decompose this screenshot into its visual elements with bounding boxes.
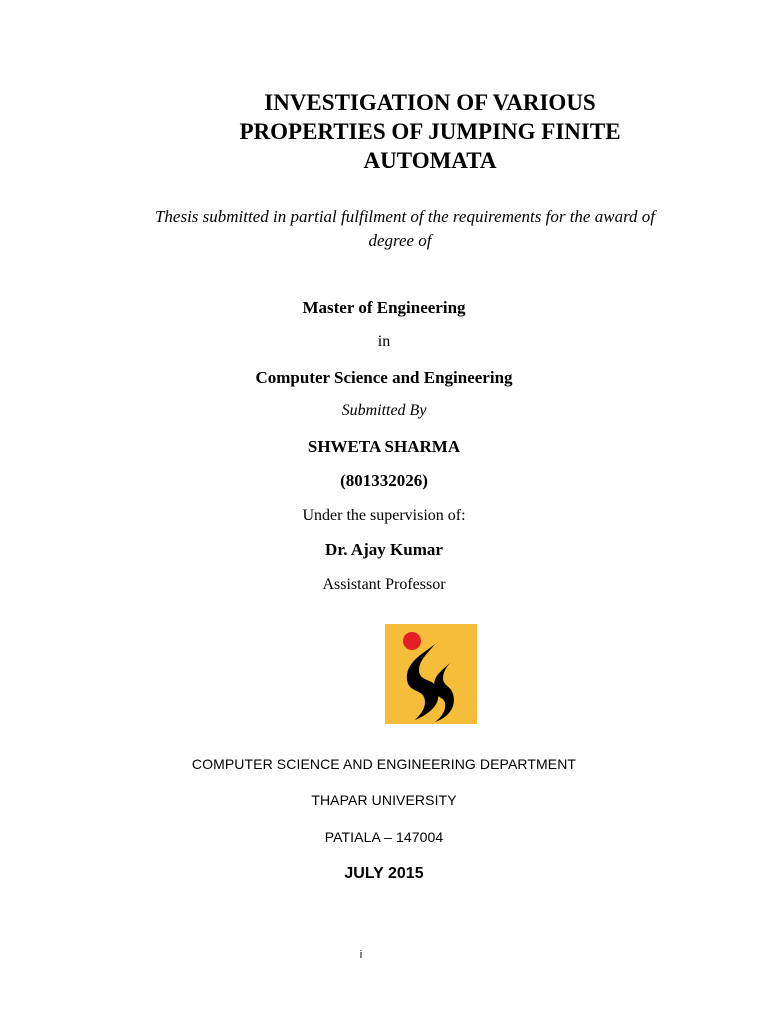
thesis-subtitle-line-2: degree of — [368, 231, 432, 250]
thesis-subtitle-line-1: Thesis submitted in partial fulfilment of the requirements for the award of — [154, 207, 656, 226]
thesis-title-line-1: INVESTIGATION OF VARIOUS — [264, 90, 596, 115]
university-location: PATIALA – 147004 — [324, 829, 444, 845]
thesis-subtitle — [120, 205, 690, 253]
thesis-title-line-3: AUTOMATA — [363, 148, 497, 173]
submission-date: JULY 2015 — [344, 865, 424, 882]
university-name: THAPAR UNIVERSITY — [311, 792, 457, 808]
author-name: SHWETA SHARMA — [307, 437, 461, 456]
page-number: i — [359, 949, 363, 961]
supervision-label: Under the supervision of: — [302, 507, 466, 524]
supervisor-title: Assistant Professor — [322, 576, 446, 593]
thapar-university-logo-icon — [385, 624, 477, 724]
thesis-title — [180, 88, 680, 175]
roll-number: (801332026) — [340, 471, 428, 490]
degree-name: Master of Engineering — [302, 298, 466, 317]
field-of-study: Computer Science and Engineering — [255, 368, 513, 387]
in-text: in — [377, 333, 391, 350]
department-name: COMPUTER SCIENCE AND ENGINEERING DEPARTMENT — [191, 756, 577, 772]
submitted-by-label: Submitted By — [341, 402, 427, 419]
supervisor-name: Dr. Ajay Kumar — [325, 540, 443, 559]
thesis-title-line-2: PROPERTIES OF JUMPING FINITE — [239, 119, 621, 144]
